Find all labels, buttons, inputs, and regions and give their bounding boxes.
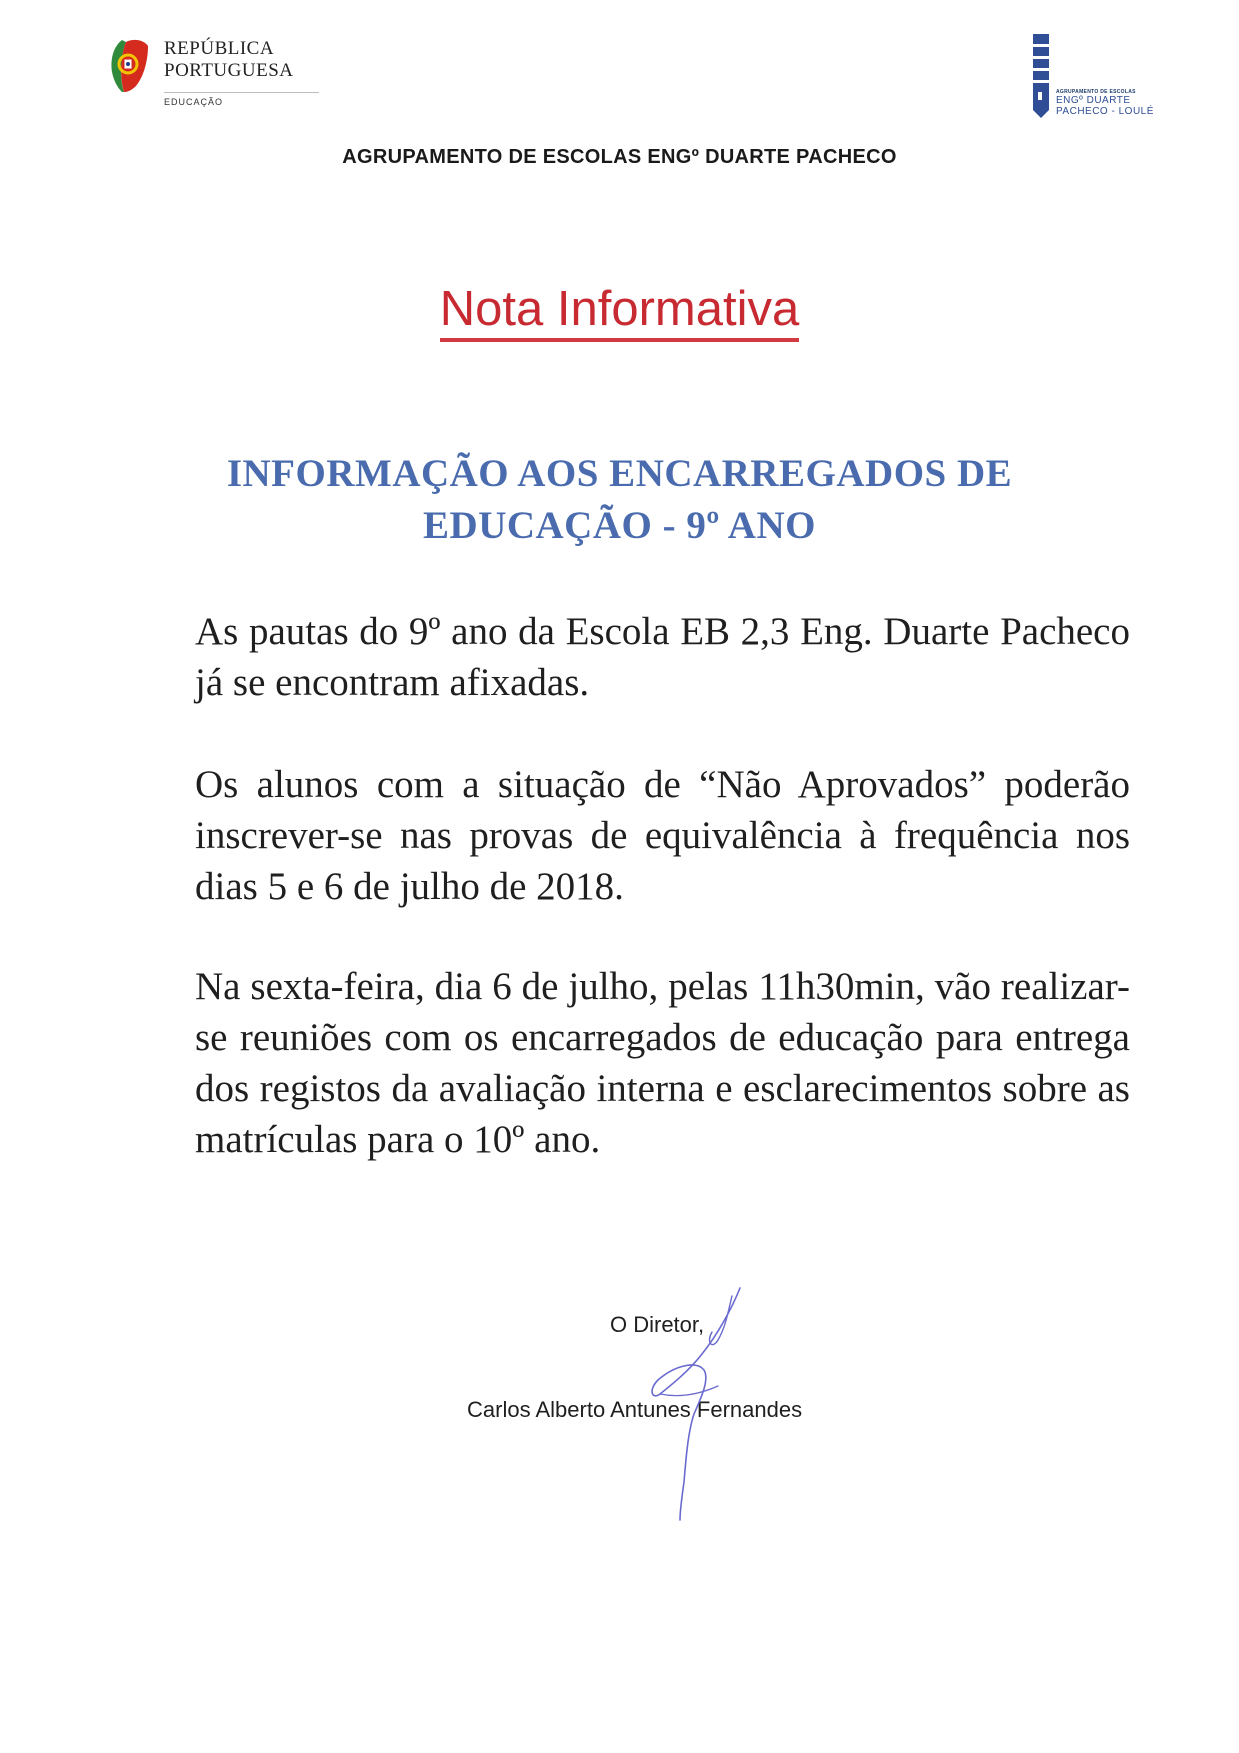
school-line1: AGRUPAMENTO DE ESCOLAS bbox=[1056, 89, 1136, 95]
school-line3: PACHECO - LOULÉ bbox=[1056, 106, 1154, 117]
notice-heading bbox=[0, 448, 1239, 552]
heading-line2: EDUCAÇÃO - 9º ANO bbox=[423, 504, 816, 547]
notice-title bbox=[0, 282, 1239, 342]
heading-line1: INFORMAÇÃO AOS ENCARREGADOS DE bbox=[226, 452, 1013, 495]
school-logo bbox=[1030, 34, 1165, 124]
portuguese-flag-emblem-icon bbox=[108, 36, 150, 94]
gov-line1: REPÚBLICA bbox=[164, 38, 275, 59]
paragraph-pautas: As pautas do 9º ano da Escola EB 2,3 Eng. Duarte Pacheco já se encontram afixadas. bbox=[195, 610, 1130, 704]
republica-portuguesa-text bbox=[164, 38, 293, 82]
school-line2: ENGº DUARTE bbox=[1056, 95, 1131, 106]
gov-department: EDUCAÇÃO bbox=[164, 97, 224, 107]
notice-title-text: Nota Informativa bbox=[440, 282, 800, 342]
republica-portuguesa-logo bbox=[108, 34, 323, 114]
paragraph-nao-aprovados: Os alunos com a situação de “Não Aprovados” poderão inscrever-se nas provas de equivalência à frequência nos dias 5 e 6 de julho de 2018. bbox=[195, 763, 1130, 908]
director-role: O Diretor, bbox=[610, 1312, 705, 1337]
gov-divider bbox=[164, 92, 319, 93]
paragraph-reunioes: Na sexta-feira, dia 6 de julho, pelas 11h30min, vão realizar-se reuniões com os encarregados de educação para entrega dos registos da avaliação interna e esclarecimentos sobre as matrículas para o 10º ano. bbox=[195, 965, 1130, 1161]
gov-line2: PORTUGUESA bbox=[164, 60, 294, 81]
lighthouse-emblem-icon bbox=[1030, 34, 1052, 118]
director-name: Carlos Alberto Antunes Fernandes bbox=[467, 1397, 803, 1422]
organization-name: AGRUPAMENTO DE ESCOLAS ENGº DUARTE PACHECO bbox=[342, 146, 897, 168]
handwritten-signature bbox=[600, 1282, 760, 1522]
